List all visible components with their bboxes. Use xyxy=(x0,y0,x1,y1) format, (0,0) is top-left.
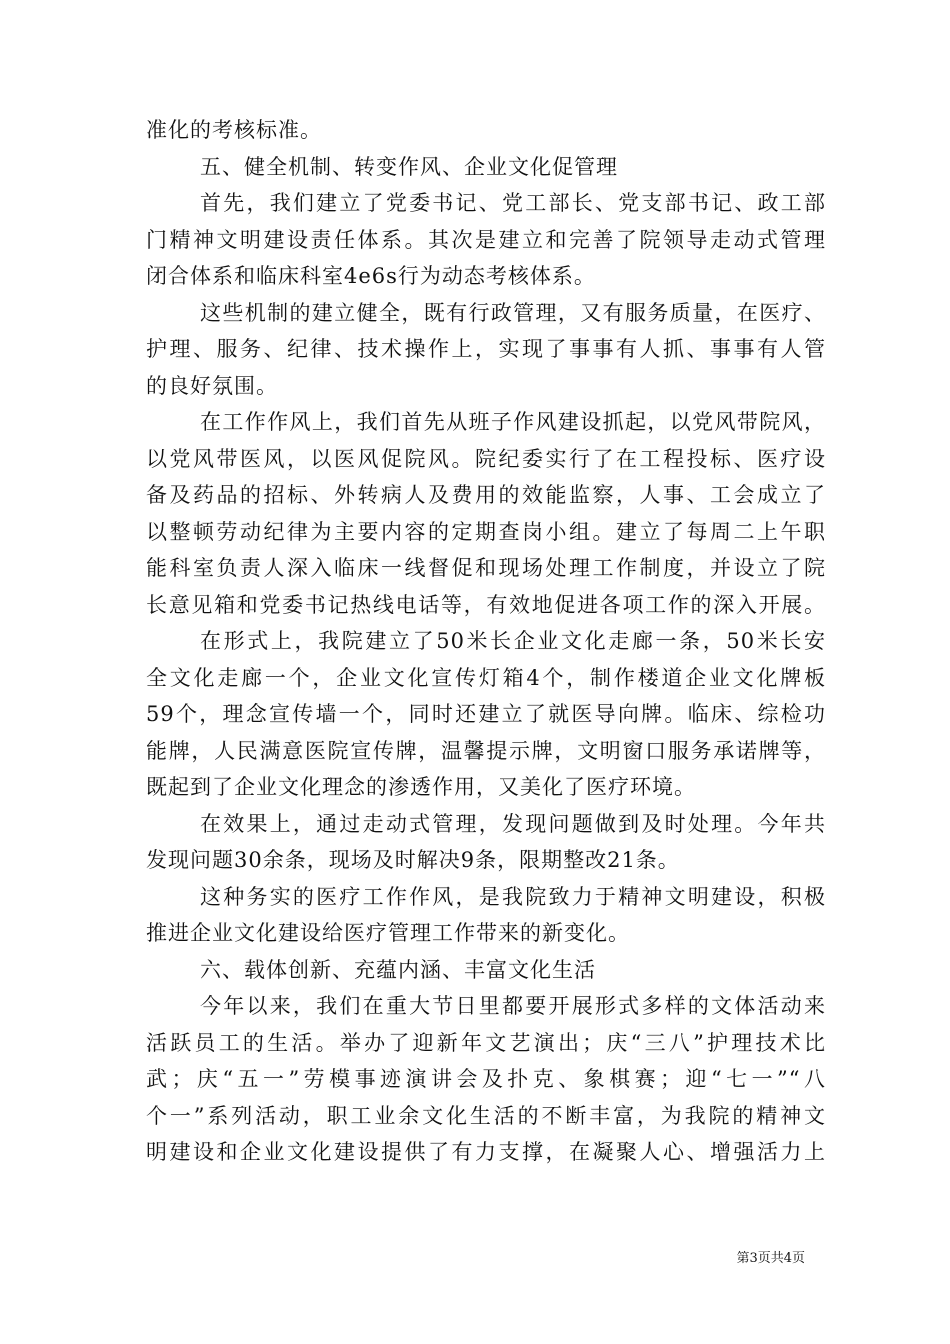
text-line: 以整顿劳动纪律为主要内容的定期查岗小组。建立了每周二上午职 xyxy=(146,519,826,544)
section-heading-5: 五、健全机制、转变作风、企业文化促管理 xyxy=(200,154,618,179)
page-number: 第3页共4页 xyxy=(736,1251,805,1266)
text-line: 长意见箱和党委书记热线电话等，有效地促进各项工作的深入开展。 xyxy=(146,592,826,617)
text-line: 59个，理念宣传墙一个，同时还建立了就医导向牌。临床、综检功 xyxy=(146,702,826,726)
text-line: 在工作作风上，我们首先从班子作风建设抓起，以党风带院风， xyxy=(200,410,826,434)
text-line: 在形式上，我院建立了50米长企业文化走廊一条，50米长安 xyxy=(200,629,826,653)
text-line: 个一”系列活动，职工业余文化生活的不断丰富，为我院的精神文 xyxy=(146,1103,826,1128)
text-line: 的良好氛围。 xyxy=(146,373,278,398)
text-line: 在效果上，通过走动式管理，发现问题做到及时处理。今年共 xyxy=(200,811,826,836)
section-heading-6: 六、载体创新、充蕴内涵、丰富文化生活 xyxy=(200,957,596,982)
text-line: 备及药品的招标、外转病人及费用的效能监察，人事、工会成立了 xyxy=(146,483,826,507)
text-line: 首先，我们建立了党委书记、党工部长、党支部书记、政工部 xyxy=(200,191,826,215)
text-line: 活跃员工的生活。举办了迎新年文艺演出；庆“三八”护理技术比 xyxy=(146,1030,826,1055)
text-line: 能科室负责人深入临床一线督促和现场处理工作制度，并设立了院 xyxy=(146,556,826,580)
text-line: 闭合体系和临床科室4e6s行为动态考核体系。 xyxy=(146,264,596,288)
text-line: 这种务实的医疗工作作风，是我院致力于精神文明建设，积极 xyxy=(200,884,826,909)
text-line: 能牌，人民满意医院宣传牌，温馨提示牌，文明窗口服务承诺牌等， xyxy=(146,738,826,763)
text-line: 以党风带医风，以医风促院风。院纪委实行了在工程投标、医疗设 xyxy=(146,446,826,471)
text-line: 明建设和企业文化建设提供了有力支撑，在凝聚人心、增强活力上 xyxy=(146,1140,826,1164)
text-line: 今年以来，我们在重大节日里都要开展形式多样的文体活动来 xyxy=(200,994,826,1018)
text-line: 护理、服务、纪律、技术操作上，实现了事事有人抓、事事有人管 xyxy=(146,337,826,361)
text-line: 这些机制的建立健全，既有行政管理，又有服务质量，在医疗、 xyxy=(200,300,826,325)
text-line: 门精神文明建设责任体系。其次是建立和完善了院领导走动式管理 xyxy=(146,227,826,252)
text-line: 准化的考核标准。 xyxy=(146,118,322,142)
text-line: 发现问题30余条，现场及时解决9条，限期整改21条。 xyxy=(146,848,680,872)
document-body xyxy=(146,112,826,1171)
text-line: 全文化走廊一个，企业文化宣传灯箱4个，制作楼道企业文化牌板 xyxy=(146,665,826,690)
text-line: 武；庆“五一”劳模事迹演讲会及扑克、象棋赛；迎“七一”“八 xyxy=(146,1067,826,1091)
text-line: 既起到了企业文化理念的渗透作用，又美化了医疗环境。 xyxy=(146,775,696,799)
text-line: 推进企业文化建设给医疗管理工作带来的新变化。 xyxy=(146,921,630,945)
